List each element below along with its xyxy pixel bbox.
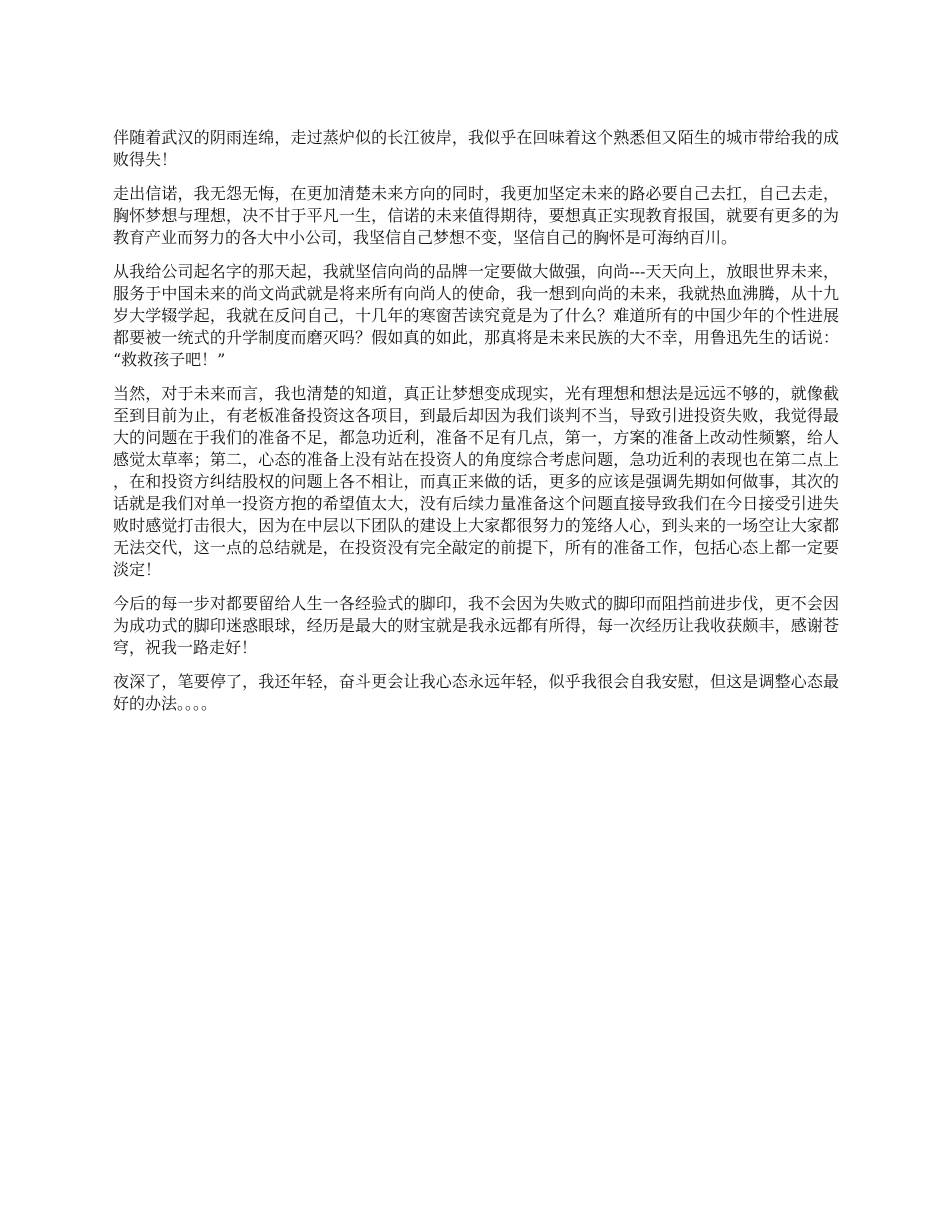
paragraph-2: 走出信诺，我无怨无悔，在更加清楚未来方向的同时，我更加坚定未来的路必要自己去扛，自己去走，胸怀梦想与理想，决不甘于平凡一生，信诺的未来值得期待，要想真正实现教育报国，就要有更多的为教育产业而努力的各大中小公司，我坚信自己梦想不变，坚信自己的胸怀是可海纳百川。 (113, 184, 839, 247)
document-page (113, 127, 839, 727)
paragraph-6: 夜深了，笔要停了，我还年轻，奋斗更会让我心态永远年轻，似乎我很会自我安慰，但这是调整心态最好的办法。。。。 (113, 672, 839, 713)
paragraph-1: 伴随着武汉的阴雨连绵，走过蒸炉似的长江彼岸，我似乎在回味着这个熟悉但又陌生的城市带给我的成败得失！ (113, 128, 839, 169)
paragraph-3: 从我给公司起名字的那天起，我就坚信向尚的品牌一定要做大做强，向尚---天天向上，放眼世界未来，服务于中国未来的尚文尚武就是将来所有向尚人的使命，我一想到向尚的未来，我就热血沸腾，从十九岁大学辍学起，我就在反问自己，十几年的寒窗苦读究竟是为了什么？难道所有的中国少年的个性进展都要被一统式的升学制度而磨灭吗？假如真的如此，那真将是未来民族的大不幸，用鲁迅先生的话说：“救救孩子吧！” (113, 262, 839, 369)
paragraph-4: 当然，对于未来而言，我也清楚的知道，真正让梦想变成现实，光有理想和想法是远远不够的，就像截至到目前为止，有老板准备投资这各项目，到最后却因为我们谈判不当，导致引进投资失败，我觉得最大的问题在于我们的准备不足，都急功近利，准备不足有几点，第一，方案的准备上改动性频繁，给人感觉太草率；第二，心态的准备上没有站在投资人的角度综合考虑问题，急功近利的表现也在第二点上，在和投资方纠结股权的问题上各不相让，而真正来做的话，更多的应该是强调先期如何做事，其次的话就是我们对单一投资方抱的希望值太大，没有后续力量准备这个问题直接导致我们在今日接受引进失败时感觉打击很大，因为在中层以下团队的建设上大家都很努力的笼络人心，到头来的一场空让大家都无法交代，这一点的总结就是，在投资没有完全敲定的前提下，所有的准备工作，包括心态上都一定要淡定！ (113, 384, 839, 579)
paragraph-5: 今后的每一步对都要留给人生一各经验式的脚印，我不会因为失败式的脚印而阻挡前进步伐，更不会因为成功式的脚印迷惑眼球，经历是最大的财宝就是我永远都有所得，每一次经历让我收获颇丰，感谢苍穹，祝我一路走好！ (113, 594, 839, 657)
